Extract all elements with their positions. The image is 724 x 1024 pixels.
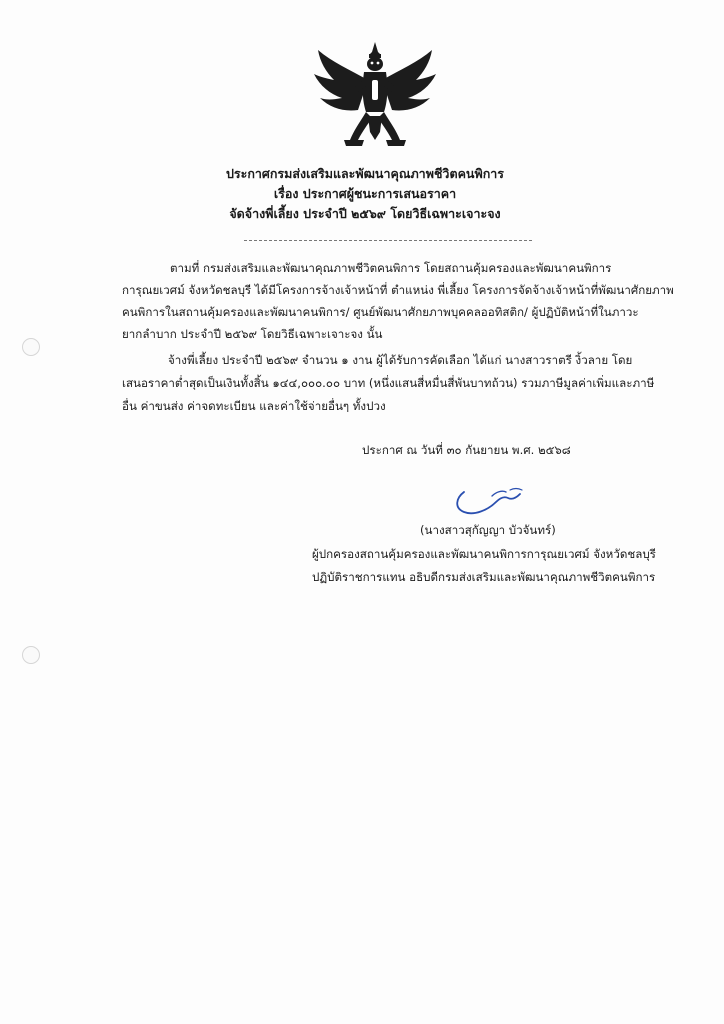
announcement-procurement: จัดจ้างพี่เลี้ยง ประจำปี ๒๕๖๙ โดยวิธีเฉพาะเจาะจง [229,206,501,221]
announcement-title: ประกาศกรมส่งเสริมและพัฒนาคุณภาพชีวิตคนพิการ [225,166,505,181]
body-paragraph-2-line: เสนอราคาต่ำสุดเป็นเงินทั้งสิ้น ๑๔๔,๐๐๐.๐๐ บาท (หนึ่งแสนสี่หมื่นสี่พันบาทถ้วน) รวมภาษีมูลค่าเพิ่มและภาษี [122,376,655,390]
signatory-position: ผู้ปกครองสถานคุ้มครองและพัฒนาคนพิการการุณยเวศม์ จังหวัดชลบุรี [312,547,656,561]
body-paragraph-1-line: การุณยเวศม์ จังหวัดชลบุรี ได้มีโครงการจ้างเจ้าหน้าที่ ตำแหน่ง พี่เลี้ยง โครงการจัดจ้างเจ้าหน้าที่พัฒนาศักยภาพ [122,283,674,297]
body-paragraph-1-line: คนพิการในสถานคุ้มครองและพัฒนาคนพิการ/ ศูนย์พัฒนาศักยภาพบุคคลออทิสติก/ ผู้ปฏิบัติหน้าที่ในภาวะ [122,305,639,319]
body-paragraph-1-line: ตามที่ กรมส่งเสริมและพัฒนาคุณภาพชีวิตคนพิการ โดยสถานคุ้มครองและพัฒนาคนพิการ [170,261,612,275]
punch-hole [22,646,40,664]
handwritten-signature [452,478,532,520]
body-paragraph-2-line: อื่น ค่าขนส่ง ค่าจดทะเบียน และค่าใช้จ่ายอื่นๆ ทั้งปวง [122,399,386,413]
announcement-subject: เรื่อง ประกาศผู้ชนะการเสนอราคา [273,186,457,201]
punch-hole [22,338,40,356]
garuda-emblem [310,40,440,152]
header-divider [244,240,532,241]
signatory-acting-for: ปฏิบัติราชการแทน อธิบดีกรมส่งเสริมและพัฒนาคุณภาพชีวิตคนพิการ [312,570,656,584]
body-paragraph-1-line: ยากลำบาก ประจำปี ๒๕๖๙ โดยวิธีเฉพาะเจาะจง นั้น [122,327,383,341]
signatory-name: (นางสาวสุกัญญา บัวจันทร์) [420,523,556,537]
body-paragraph-2-line: จ้างพี่เลี้ยง ประจำปี ๒๕๖๙ จำนวน ๑ งาน ผู้ได้รับการคัดเลือก ได้แก่ นางสาวราตรี งิ้วลาย โดย [168,353,633,367]
announcement-date: ประกาศ ณ วันที่ ๓๐ กันยายน พ.ศ. ๒๕๖๘ [362,443,571,457]
